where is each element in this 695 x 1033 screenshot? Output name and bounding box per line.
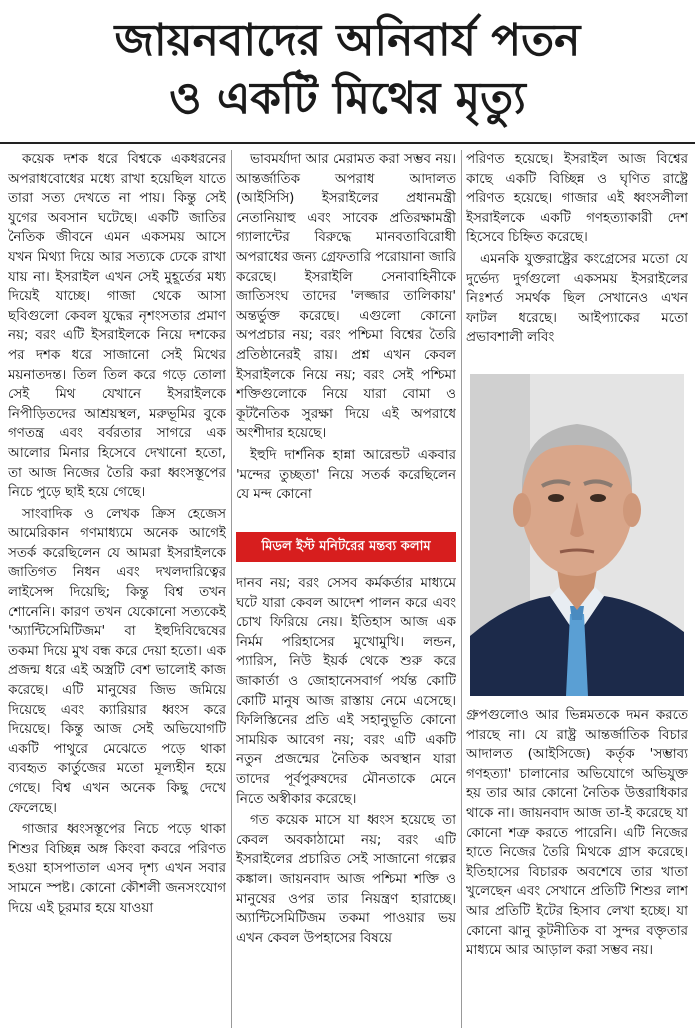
paragraph: পরিণত হয়েছে। ইসরাইল আজ বিশ্বের কাছে একটি বিচ্ছিন্ন ও ঘৃণিত রাষ্ট্রে পরিণত হয়েছে। গাজার এই ধ্বংসলীলা ইসরাইলকে একটি গণহত্যাকারী দেশ হিসেবে চিহ্নিত করেছে। xyxy=(466,152,688,246)
headline-line-2: ও একটি মিথের মৃত্যু xyxy=(169,73,526,124)
article-column-2 xyxy=(236,150,456,1030)
paragraph: গ্রুপগুলোও আর ভিন্নমতকে দমন করতে পারছে না। যে রাষ্ট্র আন্তর্জাতিক বিচার আদালত (আইসিজে) কর্তৃক 'সম্ভাব্য গণহত্যা' চালানোর অভিযোগে অভিযুক্ত হয় তার আর কোনো নৈতিক উত্তরাধিকার থাকে না। জায়নবাদ আজ তা-ই করেছে যা কোনো শত্রু করতে পারেনি। এটি নিজের হাতে নিজের তৈরি মিথকে গ্রাস করেছে। ইতিহাসের বিচারক অবশেষে তার খাতা খুলেছেন এবং সেখানে প্রতিটি শিশুর লাশ আর প্রতিটি ইটের হিসাব লেখা হচ্ছে। যা কোনো ঝানু কূটনীতিক বা সুন্দর বক্তৃতার মাধ্যমে আর আড়াল করা সম্ভব নয়। xyxy=(466,708,688,959)
paragraph: ভাবমর্যাদা আর মেরামত করা সম্ভব নয়। আন্তর্জাতিক অপরাধ আদালত (আইসিসি) ইসরাইলের প্রধানমন্ত্রী নেতানিয়াহু এবং সাবেক প্রতিরক্ষামন্ত্রী গ্যালান্টের বিরুদ্ধে মানবতাবিরোধী অপরাধের জন্য গ্রেফতারি পরোয়ানা জারি করেছে। ইসরাইলি সেনাবাহিনীকে জাতিসংঘ তাদের 'লজ্জার তালিকায়' অন্তর্ভুক্ত করেছে। এগুলো কোনো অপপ্রচার নয়; বরং পশ্চিমা বিশ্বের তৈরি প্রতিষ্ঠানেরই রায়। প্রশ্ন এখন কেবল ইসরাইলকে নিয়ে নয়; বরং সেই পশ্চিমা শক্তিগুলোকে নিয়ে যারা বোমা ও কূটনৈতিক সুরক্ষা দিয়ে এই অপরাধে অংশীদার হয়েছে। xyxy=(236,152,456,442)
article-headline xyxy=(0,12,695,128)
article-column-3 xyxy=(466,150,688,1030)
paragraph: ইহুদি দার্শনিক হান্না আরেন্ডট একবার 'মন্দের তুচ্ছতা' নিয়ে সতর্ক করেছিলেন যে মন্দ কোনো xyxy=(236,447,456,503)
article-column-1 xyxy=(8,150,226,1030)
column-divider xyxy=(231,150,232,1028)
paragraph: গাজার ধ্বংসস্তূপের নিচে পড়ে থাকা শিশুর বিচ্ছিন্ন অঙ্গ কিংবা কবরে পরিণত হওয়া হাসপাতাল এসব দৃশ্য এখন সবার সামনে স্পষ্ট। কোনো কৌশলী জনসংযোগ দিয়ে এই চূরমার হয়ে যাওয়া xyxy=(8,822,226,916)
portrait-illustration xyxy=(470,374,684,696)
paragraph: কয়েক দশক ধরে বিশ্বকে একধরনের অপরাধবোধের মধ্যে রাখা হয়েছিল যাতে তারা সত্য দেখতে না পায়। কিন্তু সেই যুগের অবসান ঘটেছে। একটি জাতির নৈতিক জীবনে এমন একসময় আসে যখন মিথ্যা দিয়ে আর সত্যকে ঢেকে রাখা যায় না। ইসরাইল এখন সেই মুহূর্তের মধ্য দিয়েই যাচ্ছে। গাজা থেকে আসা ছবিগুলো কেবল যুদ্ধের নৃশংসতার প্রমাণ নয়; বরং এটি ইসরাইলকে নিয়ে দশকের পর দশক ধরে সাজানো সেই মিথের ময়নাতদন্ত। তিল তিল করে গড়ে তোলা সেই মিথ যেখানে ইসরাইলকে নিপীড়িতদের আশ্রয়স্থল, মরুভূমির বুকে গণতন্ত্র এবং বর্বরতার সাগরে এক আলোর মিনার হিসেবে দেখানো হতো, তা আজ নিজের তৈরি করা ধ্বংসস্তূপের নিচে পুড়ে ছাই হয়ে গেছে। xyxy=(8,152,226,501)
headline-line-1: জায়নবাদের অনিবার্য পতন xyxy=(114,15,581,66)
column-divider xyxy=(461,150,462,1028)
paragraph: গত কয়েক মাসে যা ধ্বংস হয়েছে তা কেবল অবকাঠামো নয়; বরং এটি ইসরাইলের প্রচারিত সেই সাজানো গল্পের কঙ্কাল। জায়নবাদ আজ পশ্চিমা শক্তি ও মানুষের ওপর তার নিয়ন্ত্রণ হারাচ্ছে। অ্যান্টিসেমিটিজম তকমা পাওয়ার ভয় এখন কেবল উপহাসের বিষয়ে xyxy=(236,813,456,946)
paragraph: এমনকি যুক্তরাষ্ট্রের কংগ্রেসের মতো যে দুর্ভেদ্য দুর্গগুলো একসময় ইসরাইলের নিঃশর্ত সমর্থক ছিল সেখানেও এখন ফাটল ধরেছে। আইপ্যাকের মতো প্রভাবশালী লবিং xyxy=(466,251,688,346)
portrait-photo xyxy=(470,374,684,696)
paragraph: দানব নয়; বরং সেসব কর্মকর্তার মাধ্যমে ঘটে যারা কেবল আদেশ পালন করে এবং চোখ ফিরিয়ে নেয়। ইতিহাস আজ এক নির্মম পরিহাসের মুখোমুখি। লন্ডন, প্যারিস, নিউ ইয়র্ক থেকে শুরু করে জাকার্তা ও জোহানেসবার্গ পর্যন্ত কোটি কোটি মানুষ আজ রাস্তায় নেমে এসেছে। ফিলিস্তিনের প্রতি এই সহানুভূতি কোনো সাময়িক আবেগ নয়; বরং এটি একটি নতুন প্রজন্মের নৈতিক অবস্থান যারা তাদের পূর্বপুরুষদের মৌনতাকে মেনে নিতে অস্বীকার করেছে। xyxy=(236,576,456,807)
headline-divider xyxy=(0,142,695,144)
section-kicker-label: মিডল ইস্ট মনিটরের মন্তব্য কলাম xyxy=(236,532,456,562)
paragraph: সাংবাদিক ও লেখক ক্রিস হেজেস আমেরিকান গণমাধ্যমে অনেক আগেই সতর্ক করেছিলেন যে আমরা ইসরাইলকে জাতিগত নিধন এবং দখলদারিত্বের লাইসেন্স দিয়েছি; কিন্তু বিশ্ব তখন শোনেনি। কারণ তখন যেকোনো সত্যকেই 'অ্যান্টিসেমিটিজম' বা ইহুদিবিদ্বেষের তকমা দিয়ে মুখ বন্ধ করে দেয়া হতো। এক প্রজন্ম ধরে এই অস্ত্রটি বেশ ভালোই কাজ করেছে। এটি মানুষের জিভ জমিয়ে দিয়েছে এবং ক্যারিয়ার ধ্বংস করে দিয়েছে। কিন্তু আজ সেই অভিযোগটি একটি পাথুরে মেঝেতে পড়ে থাকা ব্যবহৃত কার্তুজের মতো মূল্যহীন হয়ে গেছে। বিশ্ব এখন অনেক কিছু দেখে ফেলেছে। xyxy=(8,506,226,816)
